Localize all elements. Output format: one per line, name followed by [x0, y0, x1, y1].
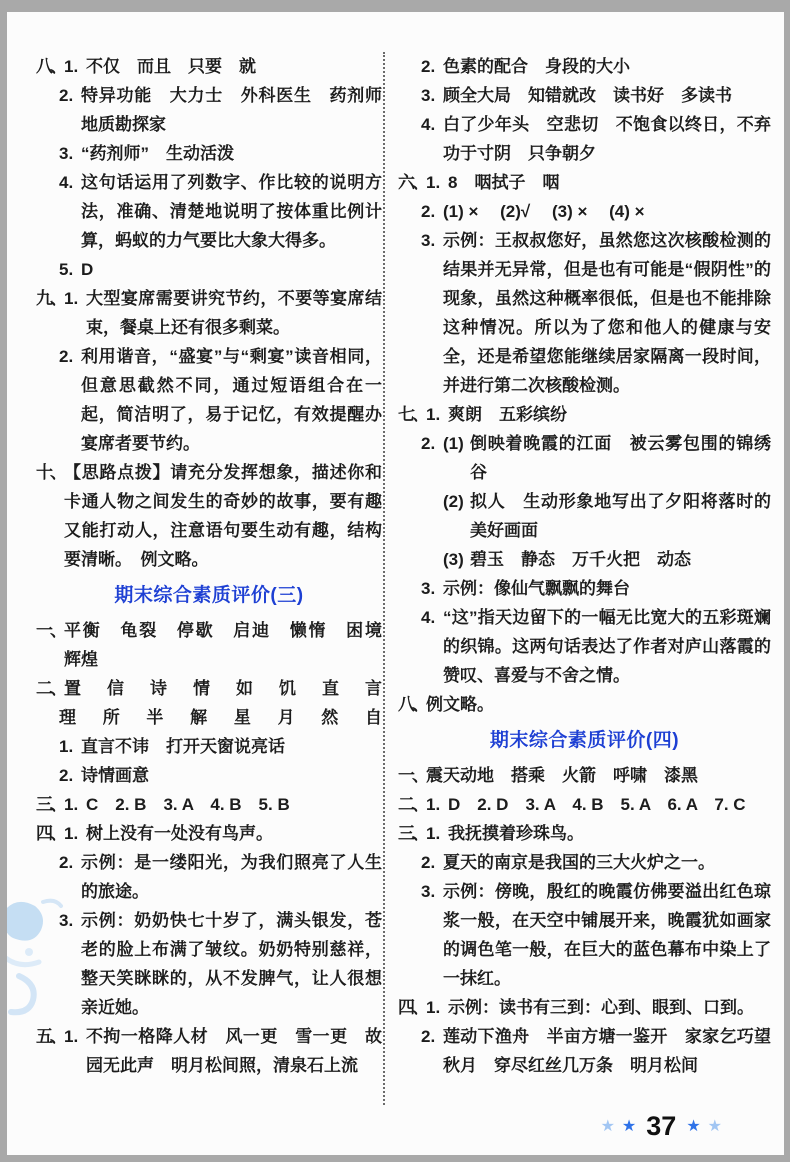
item-marker: 二、: [36, 679, 64, 698]
item-number: 3.: [421, 882, 436, 901]
star-icon: ★: [686, 1117, 701, 1135]
answer-text: 碧玉 静态 万千火把 动态: [470, 550, 691, 569]
item-number: 3.: [421, 86, 436, 105]
answer-line: [36, 52, 382, 81]
item-marker: 七、: [398, 405, 426, 424]
answer-line: [36, 819, 382, 848]
item-marker: 四、: [36, 824, 64, 843]
answer-line: [398, 877, 771, 993]
item-number: 2.: [421, 434, 436, 453]
answer-line: [398, 110, 771, 168]
answer-line: [398, 400, 771, 429]
answer-line: [398, 1022, 771, 1080]
item-number: 1.: [426, 173, 441, 192]
item-number: 1.: [64, 824, 79, 843]
answer-line: [398, 761, 771, 790]
answer-text: (1) × (2)√ (3) × (4) ×: [443, 202, 645, 221]
item-number: 1.: [64, 57, 79, 76]
item-number: 3.: [59, 144, 74, 163]
item-marker: 八、: [36, 57, 64, 76]
answer-text: 8 咽拭子 咽: [448, 173, 560, 192]
answer-line: [398, 226, 771, 400]
item-number: 2.: [421, 853, 436, 872]
answer-text: “药剂师” 生动活泼: [81, 144, 234, 163]
item-number: 1.: [426, 405, 441, 424]
answer-text: 我抚摸着珍珠鸟。: [448, 824, 584, 843]
item-number: 1.: [59, 737, 74, 756]
answer-line: [36, 81, 399, 139]
answer-line: [36, 703, 382, 732]
answer-text: 爽朗 五彩缤纷: [448, 405, 567, 424]
item-marker: 八、: [398, 695, 426, 714]
item-number: 4.: [421, 608, 436, 627]
item-number: 3.: [421, 231, 436, 250]
answer-line: [398, 168, 771, 197]
answer-line: [36, 342, 382, 458]
answer-text: 示例：是一缕阳光，为我们照亮了人生的旅途。: [81, 853, 382, 901]
answer-line: [36, 674, 382, 703]
item-number: 4.: [421, 115, 436, 134]
item-number: 1.: [426, 795, 441, 814]
item-number: 4.: [59, 173, 74, 192]
answer-text: 这句话运用了列数字、作比较的说明方法，准确、清楚地说明了按体重比例计算，蚂蚁的力气要比大象大得多。: [81, 173, 382, 250]
answer-column-left: [36, 52, 399, 1080]
item-marker: 一、: [398, 766, 426, 785]
answer-text: 色素的配合 身段的大小: [443, 57, 630, 76]
item-marker: 一、: [36, 621, 64, 640]
item-marker: 三、: [36, 795, 64, 814]
item-marker: 五、: [36, 1027, 64, 1046]
item-number: 2.: [59, 86, 74, 105]
item-number: 5.: [59, 260, 74, 279]
answer-line: [36, 168, 382, 255]
item-subnumber: (2): [443, 492, 464, 511]
answer-text: 不仅 而且 只要 就: [86, 57, 256, 76]
answer-text: 例文略。: [426, 695, 494, 714]
answer-text: 置 信 诗 情 如 饥 直 言: [64, 679, 382, 698]
answer-text: 不拘一格降人材 风一更 雪一更 故园无此声 明月松间照，清泉石上流: [86, 1027, 382, 1075]
answer-line: [36, 616, 399, 674]
answer-line: [36, 761, 382, 790]
section-title: 期末综合素质评价(四): [489, 730, 680, 751]
item-number: 2.: [421, 202, 436, 221]
item-number: 1.: [64, 1027, 79, 1046]
column-divider: [383, 52, 385, 1105]
answer-text: 倒映着晚霞的江面 被云雾包围的锦绣谷: [470, 434, 771, 482]
section-title: 期末综合素质评价(三): [114, 585, 304, 606]
answer-text: 示例：傍晚，殷红的晚霞仿佛要溢出红色琼浆一般，在天空中铺展开来，晚霞犹如画家的调色笔一般，在巨大的蓝色幕布中染上了一抹红。: [443, 882, 771, 988]
answer-line: [398, 429, 771, 487]
answer-text: 【思路点拨】请充分发挥想象，描述你和卡通人物之间发生的奇妙的故事，要有趣又能打动人，注意语句要生动有趣，结构要清晰。 例文略。: [64, 463, 382, 569]
item-number: 2.: [421, 57, 436, 76]
answer-line: [36, 139, 382, 168]
item-marker: 三、: [398, 824, 426, 843]
answer-line: [36, 255, 382, 284]
answer-line: [36, 458, 382, 574]
star-icon: ★: [621, 1117, 637, 1135]
answer-text: 利用谐音，“盛宴”与“剩宴”读音相同，但意思截然不同，通过短语组合在一起，简洁明了，易于记忆，有效提醒办宴席者要节约。: [81, 347, 382, 453]
item-marker: 二、: [398, 795, 426, 814]
answer-text: 白了少年头 空悲切 不饱食以终日，不弃功于寸阴 只争朝夕: [443, 115, 771, 163]
answer-line: [36, 790, 382, 819]
answer-line: [398, 790, 771, 819]
item-marker: 九、: [36, 289, 64, 308]
page-number: 37: [646, 1111, 677, 1141]
star-icon: ★: [600, 1117, 615, 1135]
answer-text: 大型宴席需要讲究节约，不要等宴席结束，餐桌上还有很多剩菜。: [86, 289, 382, 337]
answer-text: D: [81, 260, 94, 279]
item-number: 3.: [59, 911, 74, 930]
answer-text: 顾全大局 知错就改 读书好 多读书: [443, 86, 732, 105]
item-marker: 六、: [398, 173, 426, 192]
item-marker: 十、: [36, 463, 64, 482]
answer-text: 理 所 半 解 星 月 然 自: [59, 708, 382, 727]
answer-line: [36, 906, 382, 1022]
item-subnumber: (1): [443, 434, 464, 453]
item-number: 3.: [421, 579, 436, 598]
answer-line: [398, 52, 771, 81]
answer-line: [398, 487, 771, 545]
answer-text: D 2. D 3. A 4. B 5. A 6. A 7. C: [448, 795, 746, 814]
answer-line: [398, 993, 771, 1022]
item-number: 1.: [64, 289, 79, 308]
answer-text: 特异功能 大力士 外科医生 药剂师 地质勘探家: [81, 86, 399, 134]
answer-text: 诗情画意: [81, 766, 149, 785]
item-marker: 四、: [398, 998, 426, 1017]
answer-text: 莲动下渔舟 半亩方塘一鉴开 家家乞巧望秋月 穿尽红丝几万条 明月松间: [443, 1027, 771, 1075]
answer-text: C 2. B 3. A 4. B 5. B: [86, 795, 290, 814]
answer-text: 示例：像仙气飘飘的舞台: [443, 579, 630, 598]
answer-line: [398, 690, 771, 719]
answer-line: [398, 848, 771, 877]
answer-line: [36, 732, 382, 761]
answer-text: 震天动地 搭乘 火箭 呼啸 漆黑: [426, 766, 698, 785]
item-number: 1.: [64, 795, 79, 814]
answer-text: “这”指天边留下的一幅无比宽大的五彩斑斓的织锦。这两句话表达了作者对庐山落霞的赞叹、喜爱与不舍之情。: [443, 608, 771, 685]
answer-line: [398, 574, 771, 603]
answer-line: [398, 603, 771, 690]
item-number: 2.: [59, 853, 74, 872]
answer-line: [398, 81, 771, 110]
item-number: 1.: [426, 824, 441, 843]
answer-text: 拟人 生动形象地写出了夕阳将落时的美好画面: [470, 492, 771, 540]
item-number: 2.: [59, 347, 74, 366]
item-number: 2.: [421, 1027, 436, 1046]
item-number: 1.: [426, 998, 441, 1017]
answer-text: 示例：王叔叔您好，虽然您这次核酸检测的结果并无异常，但是也有可能是“假阴性”的现象，虽然这种概率很低，但是也不能排除这种情况。所以为了您和他人的健康与安全，还是希望您能继续居家隔离一段时间，并进行第二次核酸检测。: [443, 231, 771, 395]
answer-text: 示例：奶奶快七十岁了，满头银发，苍老的脸上布满了皱纹。奶奶特别慈祥，整天笑眯眯的，从不发脾气，让人很想亲近她。: [81, 911, 382, 1017]
answer-line: [398, 197, 771, 226]
answer-text: 平衡 龟裂 停歇 启迪 懒惰 困境 辉煌: [64, 621, 399, 669]
answer-line: [36, 284, 382, 342]
answer-text: 直言不讳 打开天窗说亮话: [81, 737, 285, 756]
item-subnumber: (3): [443, 550, 464, 569]
book-page: [7, 12, 784, 1155]
answer-line: [398, 545, 771, 574]
star-icon: ★: [707, 1117, 722, 1135]
answer-line: [398, 819, 771, 848]
answer-text: 树上没有一处没有鸟声。: [86, 824, 273, 843]
answer-line: [36, 848, 382, 906]
item-number: 2.: [59, 766, 74, 785]
page-footer: [601, 1113, 722, 1140]
answer-column-right: [398, 52, 771, 1080]
answer-text: 示例：读书有三到：心到、眼到、口到。: [448, 998, 754, 1017]
answer-text: 夏天的南京是我国的三大火炉之一。: [443, 853, 715, 872]
answer-line: [36, 1022, 382, 1080]
